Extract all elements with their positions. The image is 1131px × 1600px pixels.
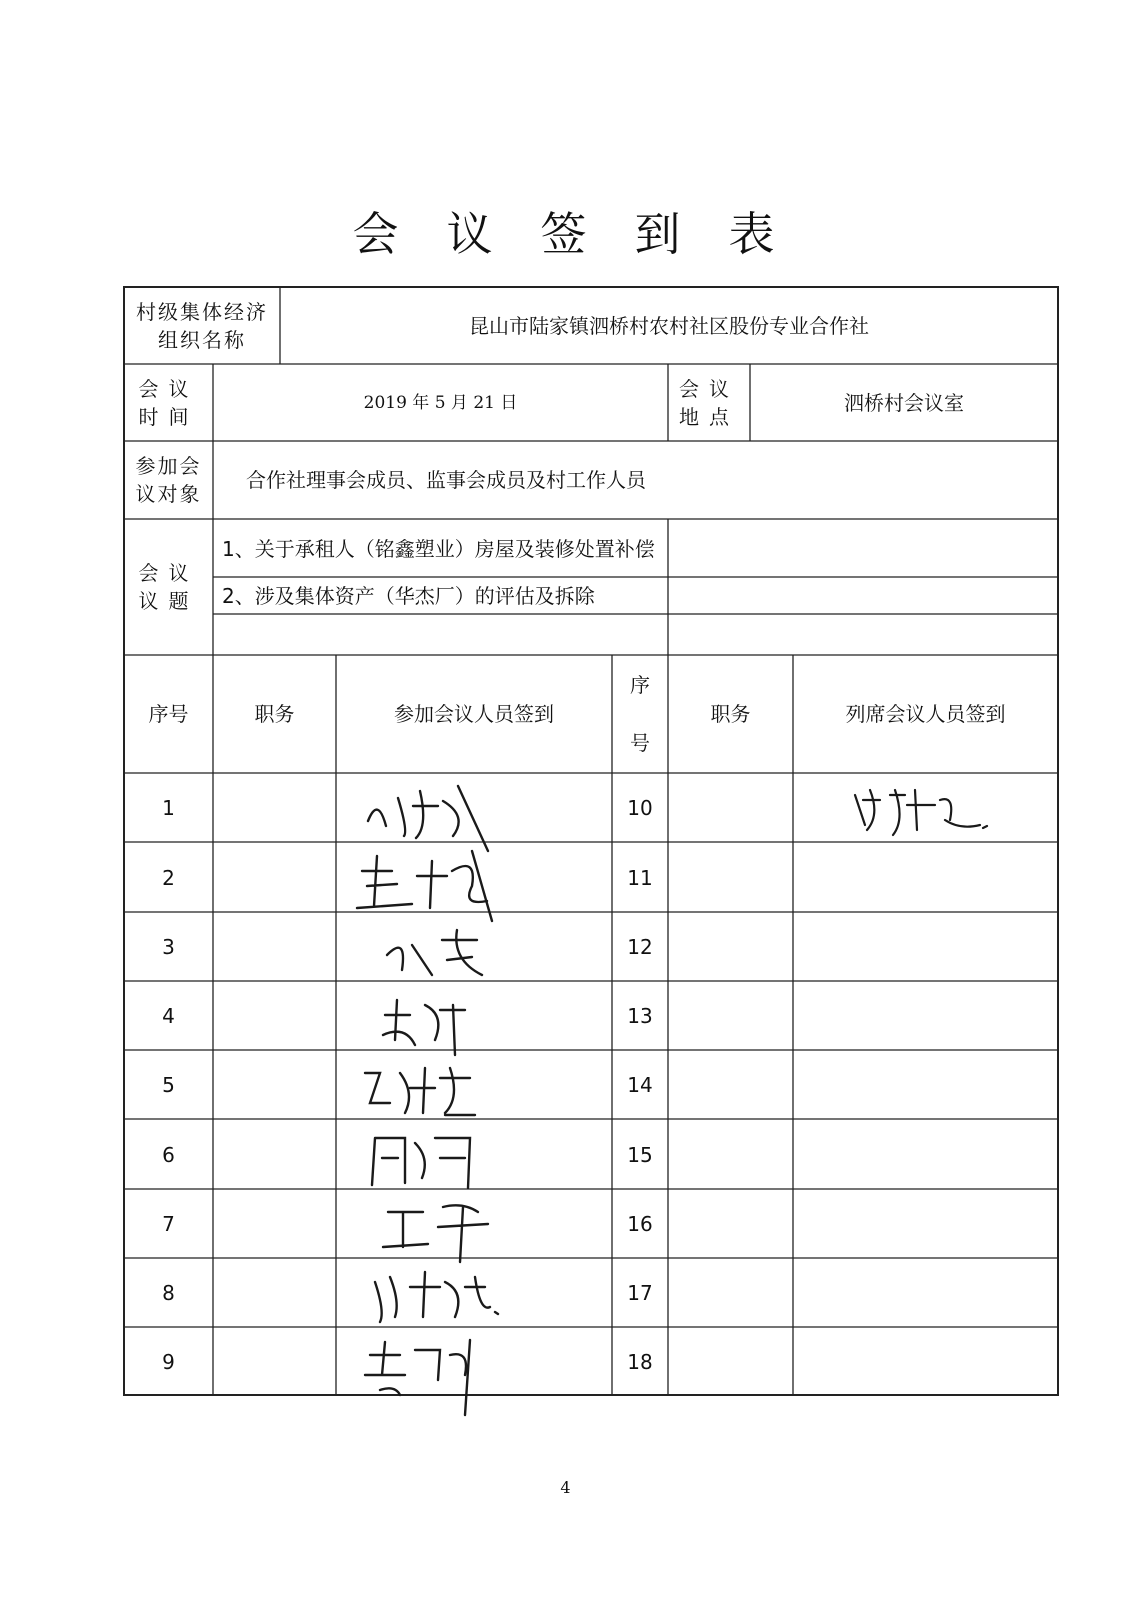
org-name: 昆山市陆家镇泗桥村农村社区股份专业合作社 — [469, 313, 869, 338]
meeting-date: 2019 年 5 月 21 日 — [363, 392, 518, 413]
row-seq-right: 12 — [627, 935, 653, 959]
meeting-place: 泗桥村会议室 — [844, 390, 964, 415]
topic-item-2: 2、涉及集体资产（华杰厂）的评估及拆除 — [222, 584, 595, 608]
header-role-2: 职务 — [710, 702, 751, 726]
row-seq-left: 3 — [162, 935, 175, 959]
header-role: 职务 — [254, 702, 295, 726]
header-attend-sign: 参加会议人员签到 — [394, 702, 554, 726]
org-label: 村级集体经济 组织名称 — [136, 299, 268, 352]
row-seq-right: 10 — [627, 796, 653, 820]
row-seq-right: 16 — [627, 1212, 653, 1236]
observer-signature — [845, 780, 995, 840]
topic-item-1: 1、关于承租人（铭鑫塑业）房屋及装修处置补偿 — [222, 536, 655, 561]
time-label: 会议 时间 — [138, 376, 199, 429]
row-seq-left: 5 — [162, 1073, 175, 1097]
header-seq-2: 序 号 — [630, 673, 650, 755]
row-seq-left: 9 — [162, 1349, 175, 1374]
row-seq-right: 17 — [627, 1281, 653, 1305]
place-label: 会议 地点 — [679, 376, 739, 429]
header-observer-sign: 列席会议人员签到 — [845, 702, 1006, 726]
row-seq-left: 2 — [162, 865, 175, 890]
row-seq-left: 4 — [162, 1004, 175, 1028]
header-seq: 序号 — [148, 702, 189, 726]
row-seq-left: 6 — [162, 1142, 175, 1167]
attendee-signature — [360, 1330, 510, 1420]
row-seq-left: 8 — [162, 1281, 175, 1305]
page-number: 4 — [560, 1478, 571, 1497]
topics-label: 会议 议题 — [138, 561, 199, 613]
attendees-value: 合作社理事会成员、监事会成员及村工作人员 — [246, 468, 646, 492]
page-title: 会 议 签 到 表 — [352, 207, 779, 261]
row-seq-right: 13 — [627, 1004, 653, 1028]
row-seq-left: 7 — [162, 1212, 175, 1236]
row-seq-right: 14 — [627, 1073, 653, 1097]
row-seq-right: 15 — [627, 1142, 653, 1167]
row-seq-right: 18 — [627, 1349, 653, 1374]
row-seq-left: 1 — [162, 796, 175, 820]
row-seq-right: 11 — [627, 865, 653, 890]
attendees-label: 参加会 议对象 — [135, 454, 202, 506]
